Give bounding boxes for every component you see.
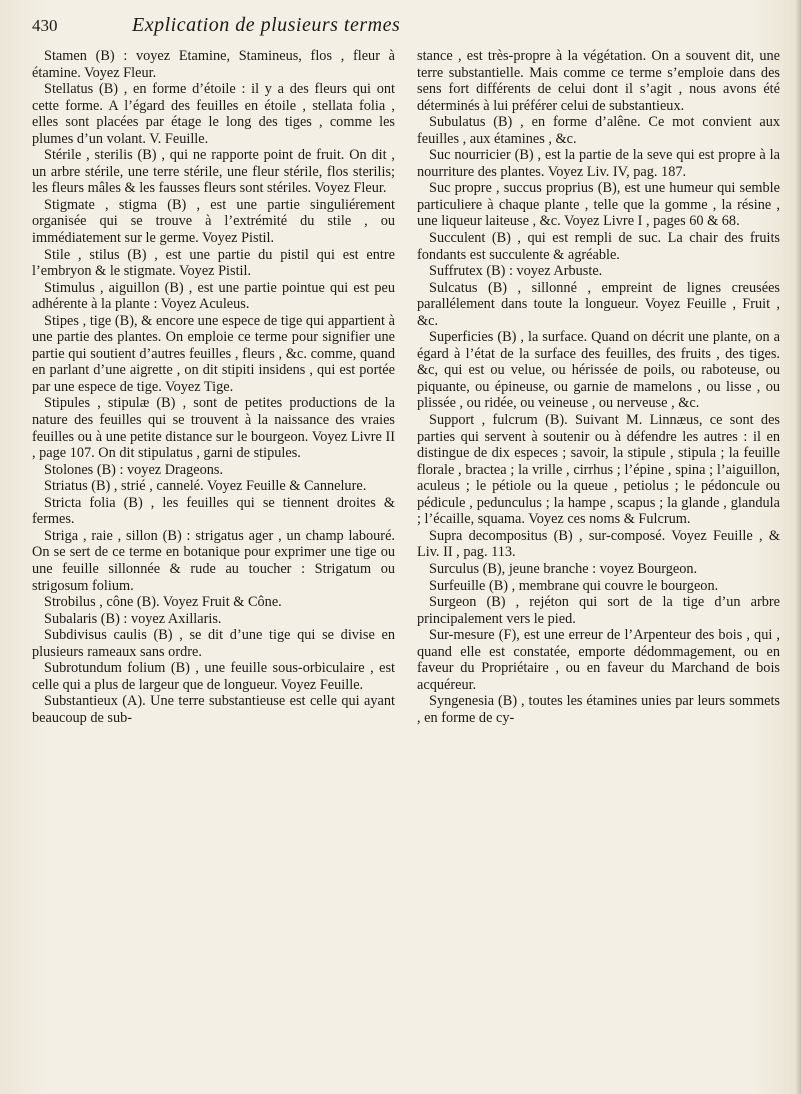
left-column <box>32 48 395 726</box>
entry-subalaris: Subalaris (B) : voyez Axillaris. <box>44 610 222 627</box>
entry-subrotundum: Subrotundum folium (B) , une feuille sous-orbiculaire , est celle qui a plus de largeur que de longueur. Voyez Feuille. <box>32 660 395 693</box>
entry-sterile: Stérile , sterilis (B) , qui ne rapporte point de fruit. On dit , un arbre stérile, une terre stérile, une fleur stérile, flos sterilis; les fleurs mâles & les fausses fleurs sont stériles. Voyez Fleur. <box>32 147 395 197</box>
entry-sur-mesure: Sur-mesure (F), est une erreur de l’Arpenteur des bois , qui , quand elle est constatée, emporte dédommagement, ou en faveur du Propriétaire , ou en faveur du Marchand de bois acquéreur. <box>417 627 780 693</box>
entry-support: Support , fulcrum (B). Suivant M. Linnæus, ce sont des parties qui servent à soutenir ou à défendre les autres : il en distingue de dix especes ; savoir, la stipule , stipula ; la feuille florale , bractea ; la vrille , cirrhus ; l’épine , spina ; l’aiguillon, aculeus ; le pétiole ou la queue , petiolus ; le pédoncule ou pédicule , pedunculus ; la hampe , scapus ; la glande , glandula ; l’écaille, squama. Voyez ces noms & Fulcrum. <box>417 412 780 528</box>
entry-stile: Stile , stilus (B) , est une partie du pistil qui est entre l’embryon & le stigmate. Voyez Pistil. <box>32 246 395 280</box>
entry-stricta-folia: Stricta folia (B) , les feuilles qui se tiennent droites & fermes. <box>32 494 395 528</box>
entry-stamen: Stamen (B) : voyez Etamine, Stamineus, flos , fleur à étamine. Voyez Fleur. <box>32 48 395 81</box>
right-column <box>417 48 780 726</box>
entry-succulent: Succulent (B) , qui est rempli de suc. La chair des fruits fondants est succulente & agréable. <box>417 230 780 263</box>
entry-stimulus: Stimulus , aiguillon (B) , est une partie pointue qui est peu adhérente à la plante : Voyez Aculeus. <box>32 279 395 313</box>
entry-subulatus: Subulatus (B) , en forme d’alêne. Ce mot convient aux feuilles , aux étamines , &c. <box>417 114 780 147</box>
page-edge-shadow <box>795 0 801 1094</box>
entry-sulcatus: Sulcatus (B) , sillonné , empreint de lignes creusées parallélement dans toute la longueur. Voyez Feuille , Fruit , &c. <box>417 279 780 329</box>
page-header <box>32 14 783 44</box>
entry-striga: Striga , raie , sillon (B) : strigatus ager , un champ labouré. On se sert de ce terme en botanique pour exprimer une tige ou une feuille sillonnée & rude au toucher : Strigatum ou strigosum folium. <box>32 527 395 594</box>
entry-subdivisus: Subdivisus caulis (B) , se dit d’une tige qui se divise en plusieurs rameaux sans ordre. <box>32 627 395 660</box>
entry-substantieux: Substantieux (A). Une terre substantieuse est celle qui ayant beaucoup de sub- <box>32 693 395 726</box>
entry-suffrutex: Suffrutex (B) : voyez Arbuste. <box>429 263 603 280</box>
entry-stipes: Stipes , tige (B), & encore une espece de tige qui appartient à une partie des plantes. On emploie ce terme pour signifier une partie qui soutient d’autres feuilles , fleurs , &c. comme, quand en parlant d’une aigrette , on dit stipiti insidens , qui est portée par une espece de tige. Voyez Tige. <box>32 312 395 395</box>
running-title: Explication de plusieurs termes <box>132 14 401 36</box>
entry-stipules: Stipules , stipulæ (B) , sont de petites productions de la nature des feuilles qui se trouvent à la naissance des vraies feuilles ou à une petite distance sur le bourgeon. Voyez Livre II , page 107. On dit stipulatus , garni de stipules. <box>32 395 395 462</box>
entry-suc-propre: Suc propre , succus proprius (B), est une humeur qui semble particuliere à chaque plante , telle que la gomme , la résine , une liqueur laiteuse , &c. Voyez Livre I , pages 60 & 68. <box>417 180 780 230</box>
entry-supra-decompositus: Supra decompositus (B) , sur-composé. Voyez Feuille , & Liv. II , pag. 113. <box>417 527 780 561</box>
entry-strobilus: Strobilus , cône (B). Voyez Fruit & Cône. <box>44 594 282 611</box>
entry-striatus: Striatus (B) , strié , cannelé. Voyez Feuille & Cannelure. <box>44 478 367 495</box>
entry-substantieux-continued: stance , est très-propre à la végétation. On a souvent dit, une terre substantielle. Mais comme ce terme s’emploie dans des sens fort différents de celui dont il s’agit , nous avons été déterminés à lui préférer celui de substantieux. <box>417 48 780 114</box>
entry-stigmate: Stigmate , stigma (B) , est une partie singuliérement organisée qui se trouve à l’extrémité du stile , ou immédiatement sur le germe. Voyez Pistil. <box>32 196 395 247</box>
entry-surculus: Surculus (B), jeune branche : voyez Bourgeon. <box>429 560 698 577</box>
entry-stellatus: Stellatus (B) , en forme d’étoile : il y a des fleurs qui ont cette forme. A l’égard des feuilles en étoile , stellata folia , elles sont placées par étage le long des tiges , comme les plumes d’un volant. V. Feuille. <box>32 81 395 147</box>
entry-syngenesia: Syngenesia (B) , toutes les étamines unies par leurs sommets , en forme de cy- <box>417 693 780 726</box>
entry-stolones: Stolones (B) : voyez Drageons. <box>44 461 224 478</box>
entry-surfeuille: Surfeuille (B) , membrane qui couvre le bourgeon. <box>429 577 719 594</box>
entry-superficies: Superficies (B) , la surface. Quand on décrit une plante, on a égard à l’état de la surface des feuilles, des fruits , des tiges. &c, qui est ou velue, ou hérissée de poils, ou raboteuse, ou piquante, ou épineuse, ou garnie de mamelons , ou lisse , ou plissée , ou ridée, ou veineuse , ou nerveuse , &c. <box>417 329 780 412</box>
page-number: 430 <box>32 16 58 35</box>
entry-suc-nourricier: Suc nourricier (B) , est la partie de la seve qui est propre à la nourriture des plantes. Voyez Liv. IV, pag. 187. <box>417 147 780 180</box>
entry-surgeon: Surgeon (B) , rejéton qui sort de la tige d’un arbre principalement vers le pied. <box>417 594 780 627</box>
text-columns <box>32 48 783 726</box>
